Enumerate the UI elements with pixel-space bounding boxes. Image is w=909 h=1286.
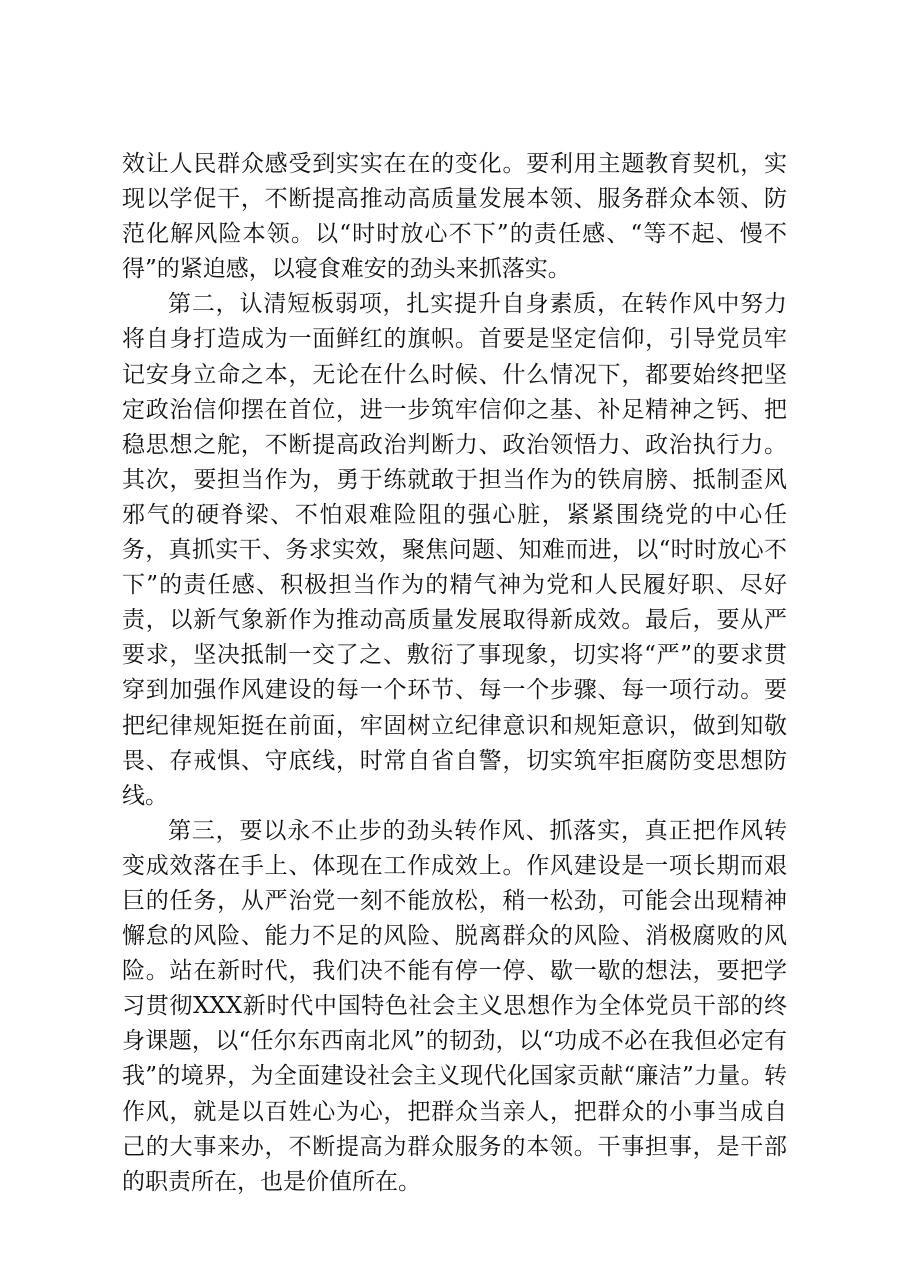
paragraph-second: 第二，认清短板弱项，扎实提升自身素质，在转作风中努力将自身打造成为一面鲜红的旗帜。首要是坚定信仰，引导党员牢记安身立命之本，无论在什么时候、什么情况下，都要始终把坚定政治信仰摆在首位，进一步筑牢信仰之基、补足精神之钙、把稳思想之舵，不断提高政治判断力、政治领悟力、政治执行力。其次，要担当作为，勇于练就敢于担当作为的铁肩膀、抵制歪风邪气的硬脊梁、不怕艰难险阻的强心脏，紧紧围绕党的中心任务，真抓实干、务求实效，聚焦问题、知难而进，以“时时放心不下”的责任感、积极担当作为的精气神为党和人民履好职、尽好责，以新气象新作为推动高质量发展取得新成效。最后，要从严要求，坚决抵制一交了之、敷衍了事现象，切实将“严”的要求贯穿到加强作风建设的每一个环节、每一个步骤、每一项行动。要把纪律规矩挺在前面，牢固树立纪律意识和规矩意识，做到知敬畏、存戒惧、守底线，时常自省自警，切实筑牢拒腐防变思想防线。 [122,291,787,809]
paragraph-continued: 效让人民群众感受到实实在在的变化。要利用主题教育契机，实现以学促干，不断提高推动高质量发展本领、服务群众本领、防范化解风险本领。以“时时放心不下”的责任感、“等不起、慢不得”的紧迫感，以寝食难安的劲头来抓落实。 [122,151,787,283]
paragraph-third: 第三，要以永不止步的劲头转作风、抓落实，真正把作风转变成效落在手上、体现在工作成效上。作风建设是一项长期而艰巨的任务，从严治党一刻不能放松，稍一松劲，可能会出现精神懈怠的风险、能力不足的风险、脱离群众的风险、消极腐败的风险。站在新时代，我们决不能有停一停、歇一歇的想法，要把学习贯彻XXX新时代中国特色社会主义思想作为全体党员干部的终身课题，以“任尔东西南北风”的韧劲，以“功成不必在我但必定有我”的境界，为全面建设社会主义现代化国家贡献“廉洁”力量。转作风，就是以百姓心为心，把群众当亲人，把群众的小事当成自己的大事来办，不断提高为群众服务的本领。干事担事，是干部的职责所在，也是价值所在。 [122,817,787,1195]
document-body [122,147,787,1200]
